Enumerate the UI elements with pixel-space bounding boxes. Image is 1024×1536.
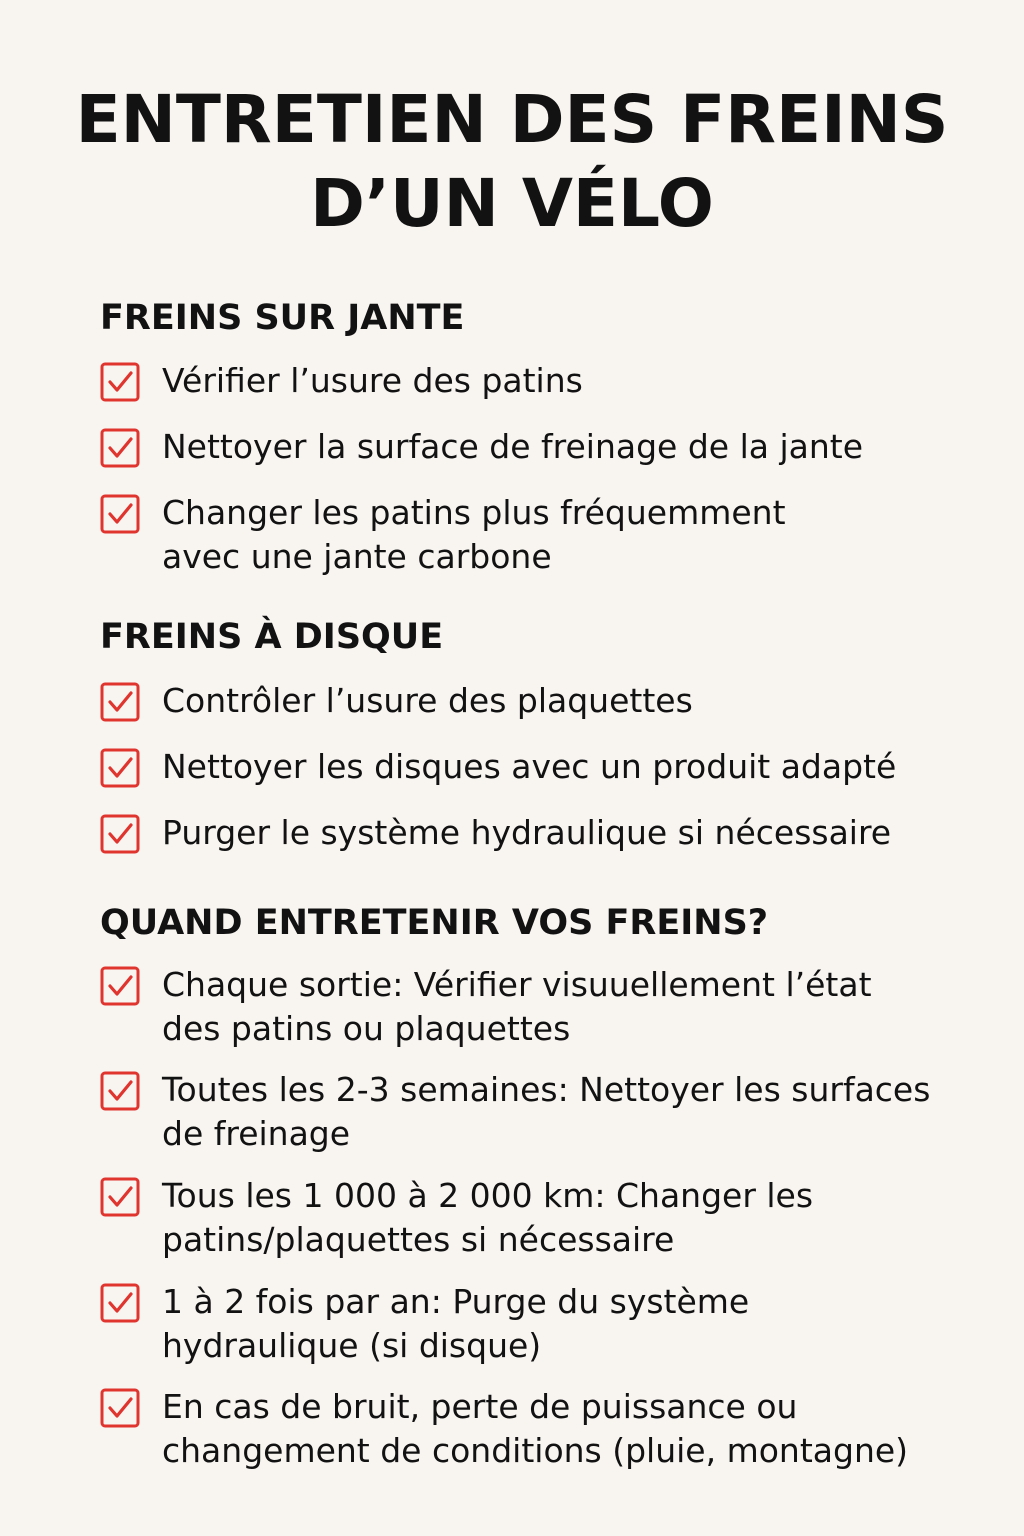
checkbox-checked-icon[interactable] bbox=[100, 966, 140, 1006]
checklist-item bbox=[100, 359, 980, 403]
checklist-item-line: hydraulique (si disque) bbox=[162, 1326, 542, 1365]
checklist-item-text bbox=[162, 1174, 813, 1262]
checklist-item bbox=[100, 679, 980, 723]
checkbox-checked-icon[interactable] bbox=[100, 814, 140, 854]
checklist-item-text bbox=[162, 425, 863, 469]
checklist-item-line: Toutes les 2-3 semaines: Nettoyer les surfaces bbox=[162, 1070, 931, 1109]
checklist-item-text bbox=[162, 1280, 749, 1368]
checklist-item-line: Nettoyer les disques avec un produit adapté bbox=[162, 747, 897, 786]
checkbox-checked-icon[interactable] bbox=[100, 428, 140, 468]
checkbox-checked-icon[interactable] bbox=[100, 1388, 140, 1428]
checklist-item bbox=[100, 811, 980, 855]
checklist-item-text bbox=[162, 491, 786, 579]
checkbox-checked-icon[interactable] bbox=[100, 1283, 140, 1323]
checklist-item bbox=[100, 963, 980, 1051]
checklist-item-line: Chaque sortie: Vérifier visuuellement l’état bbox=[162, 965, 872, 1004]
checklist-item-text bbox=[162, 359, 583, 403]
section-title-freins-sur-jante: FREINS SUR JANTE bbox=[100, 298, 465, 338]
checklist-item bbox=[100, 1068, 980, 1156]
checklist-item-text bbox=[162, 1068, 930, 1156]
checklist-item-line: Tous les 1 000 à 2 000 km: Changer les bbox=[162, 1176, 814, 1215]
checklist-item bbox=[100, 1174, 980, 1262]
checklist-item-line: Vérifier l’usure des patins bbox=[162, 361, 583, 400]
checkbox-checked-icon[interactable] bbox=[100, 682, 140, 722]
section-title-freins-a-disque: FREINS À DISQUE bbox=[100, 617, 444, 657]
checklist-item-line: En cas de bruit, perte de puissance ou bbox=[162, 1387, 798, 1426]
checklist-item-line: Changer les patins plus fréquemment bbox=[162, 493, 786, 532]
checklist-item-line: 1 à 2 fois par an: Purge du système bbox=[162, 1282, 750, 1321]
checklist-item-line: de freinage bbox=[162, 1114, 351, 1153]
checklist-item bbox=[100, 425, 980, 469]
checklist-item-text bbox=[162, 679, 693, 723]
checklist-item bbox=[100, 1280, 980, 1368]
page-title-line-1: ENTRETIEN DES FREINS bbox=[75, 81, 949, 158]
checklist-item-line: Nettoyer la surface de freinage de la jante bbox=[162, 427, 863, 466]
checklist-item-text bbox=[162, 963, 872, 1051]
checkbox-checked-icon[interactable] bbox=[100, 748, 140, 788]
checklist-item-line: patins/plaquettes si nécessaire bbox=[162, 1220, 675, 1259]
checklist-item bbox=[100, 745, 980, 789]
page-title bbox=[0, 78, 1024, 246]
checklist-item-text bbox=[162, 811, 891, 855]
checkbox-checked-icon[interactable] bbox=[100, 494, 140, 534]
checklist-item-line: des patins ou plaquettes bbox=[162, 1009, 571, 1048]
page-title-line-2: D’UN VÉLO bbox=[310, 165, 714, 242]
checklist-item-line: Purger le système hydraulique si nécessaire bbox=[162, 813, 892, 852]
checklist-item bbox=[100, 1385, 980, 1473]
checkbox-checked-icon[interactable] bbox=[100, 1177, 140, 1217]
checklist-item-text bbox=[162, 745, 896, 789]
checklist-item bbox=[100, 491, 980, 579]
checklist-item-line: avec une jante carbone bbox=[162, 537, 552, 576]
section-title-quand-entretenir: QUAND ENTRETENIR VOS FREINS? bbox=[100, 903, 769, 943]
checklist-item-line: changement de conditions (pluie, montagne) bbox=[162, 1431, 909, 1470]
checkbox-checked-icon[interactable] bbox=[100, 1071, 140, 1111]
checkbox-checked-icon[interactable] bbox=[100, 362, 140, 402]
checklist-item-line: Contrôler l’usure des plaquettes bbox=[162, 681, 693, 720]
checklist-item-text bbox=[162, 1385, 908, 1473]
